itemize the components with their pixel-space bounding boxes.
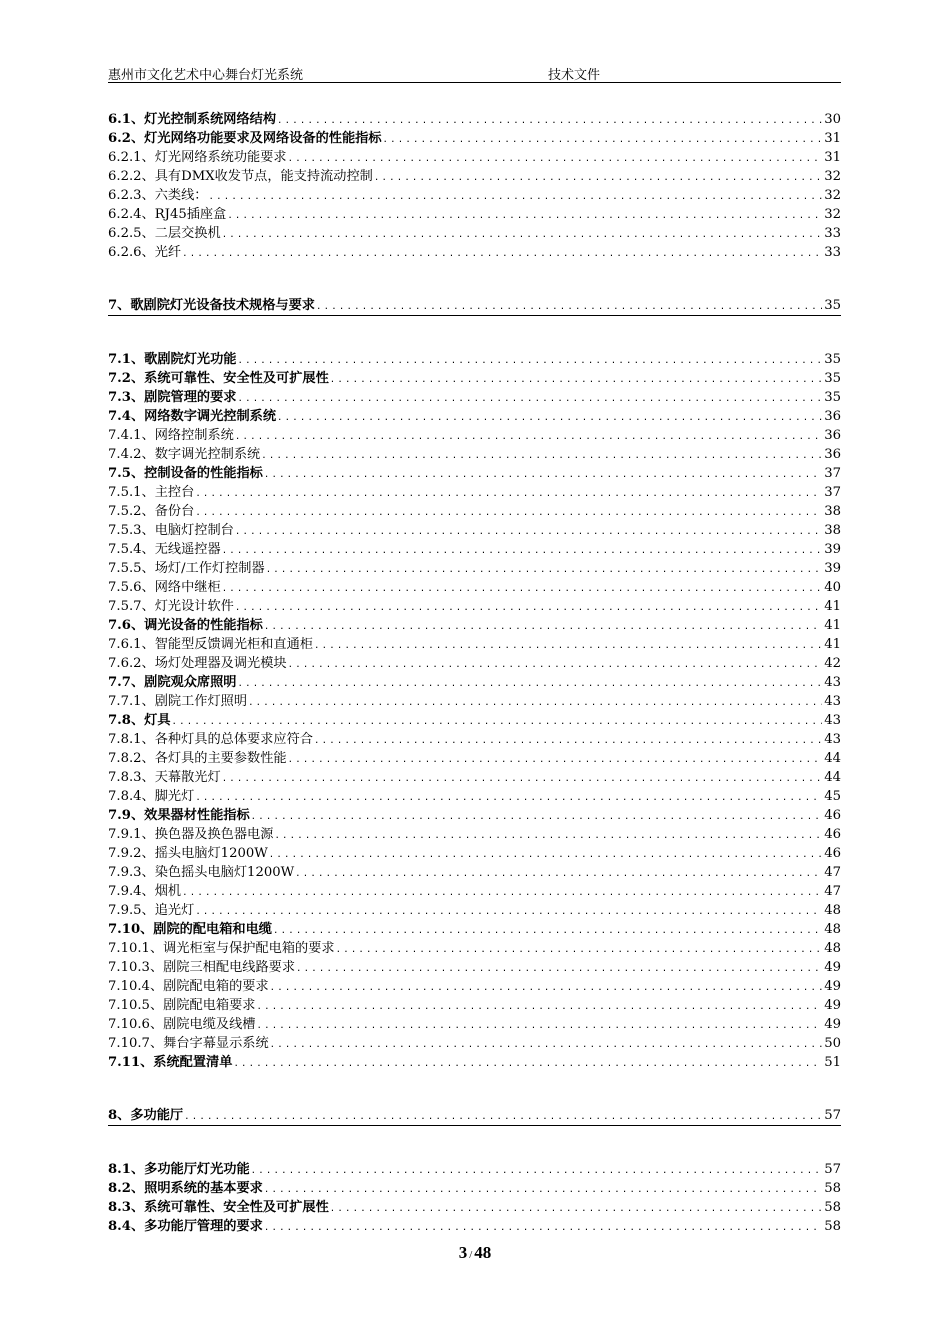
toc-entry[interactable]	[108, 1198, 841, 1217]
toc-entry-title: 7.9.5、追光灯	[108, 903, 195, 918]
toc-page-number: 58	[824, 1181, 841, 1196]
toc-entry[interactable]	[108, 205, 841, 224]
toc-entry[interactable]	[108, 1015, 841, 1034]
toc-entry-title: 6.1、灯光控制系统网络结构	[108, 112, 277, 127]
toc-entry[interactable]	[108, 445, 841, 464]
toc-page-number: 51	[824, 1055, 841, 1070]
toc-entry[interactable]	[108, 787, 841, 806]
toc-chapter-entry[interactable]	[108, 1106, 841, 1126]
toc-page-number: 36	[824, 428, 841, 443]
toc-entry[interactable]	[108, 635, 841, 654]
toc-page-number: 43	[824, 713, 841, 728]
toc-entry-title: 7.4.2、数字调光控制系统	[108, 447, 261, 462]
toc-dot-leader	[184, 1108, 822, 1126]
toc-entry-title: 7.9.1、换色器及换色器电源	[108, 827, 274, 842]
toc-entry-title: 7.9.4、烟机	[108, 884, 182, 899]
toc-entry-title: 6.2.1、灯光网络系统功能要求	[108, 150, 287, 165]
toc-page-number: 35	[824, 298, 841, 313]
toc-dot-leader	[182, 884, 822, 901]
toc-page-number: 35	[824, 390, 841, 405]
toc-entry-title: 7.10、剧院的配电箱和电缆	[108, 922, 272, 937]
toc-dot-leader	[251, 1162, 823, 1179]
toc-entry-title: 7.7.1、剧院工作灯照明	[108, 694, 248, 709]
toc-page-number: 31	[824, 131, 841, 146]
toc-dot-leader	[383, 131, 823, 148]
toc-entry[interactable]	[108, 148, 841, 167]
toc-dot-leader	[330, 1200, 822, 1217]
toc-page-number: 38	[824, 504, 841, 519]
toc-dot-leader	[288, 656, 823, 673]
toc-dot-leader	[374, 169, 822, 186]
toc-dot-leader	[295, 865, 822, 882]
toc-page-number: 44	[824, 770, 841, 785]
page-separator: /	[469, 1249, 473, 1261]
toc-entry[interactable]	[108, 863, 841, 882]
toc-entry[interactable]	[108, 597, 841, 616]
toc-entry[interactable]	[108, 806, 841, 825]
toc-entry-title: 7.10.3、剧院三相配电线路要求	[108, 960, 296, 975]
toc-entry[interactable]	[108, 977, 841, 996]
toc-chapter-entry[interactable]	[108, 296, 841, 316]
toc-entry-title: 7.10.1、调光柜室与保护配电箱的要求	[108, 941, 335, 956]
toc-page-number: 57	[824, 1108, 841, 1123]
toc-page-number: 30	[824, 112, 841, 127]
table-of-contents	[108, 110, 841, 1236]
toc-page-number: 49	[824, 1017, 841, 1032]
toc-page-number: 46	[824, 846, 841, 861]
toc-page-number: 32	[824, 207, 841, 222]
toc-entry[interactable]	[108, 540, 841, 559]
toc-dot-leader	[235, 428, 822, 445]
toc-page-number: 58	[824, 1200, 841, 1215]
toc-dot-leader	[261, 447, 822, 464]
toc-dot-leader	[235, 523, 822, 540]
toc-entry[interactable]	[108, 110, 841, 129]
toc-dot-leader	[237, 675, 822, 692]
toc-entry-title: 7.7、剧院观众席照明	[108, 675, 237, 690]
toc-entry-title: 7.5.7、灯光设计软件	[108, 599, 234, 614]
toc-page-number: 41	[824, 599, 841, 614]
toc-entry[interactable]	[108, 224, 841, 243]
toc-entry[interactable]	[108, 464, 841, 483]
toc-dot-leader	[264, 1219, 822, 1236]
toc-entry[interactable]	[108, 882, 841, 901]
toc-page-number: 49	[824, 998, 841, 1013]
toc-dot-leader	[233, 1055, 822, 1072]
toc-entry-title: 7.8.3、天幕散光灯	[108, 770, 221, 785]
toc-page-number: 48	[824, 941, 841, 956]
toc-entry-title: 7.8.1、各种灯具的总体要求应符合	[108, 732, 313, 747]
toc-dot-leader	[277, 409, 822, 426]
toc-page-number: 49	[824, 979, 841, 994]
toc-dot-leader	[235, 599, 822, 616]
toc-page-number: 39	[824, 561, 841, 576]
toc-entry[interactable]	[108, 844, 841, 863]
toc-entry[interactable]	[108, 502, 841, 521]
toc-entry[interactable]	[108, 920, 841, 939]
toc-entry-title: 8.1、多功能厅灯光功能	[108, 1162, 250, 1177]
toc-page-number: 33	[824, 226, 841, 241]
toc-page-number: 43	[824, 694, 841, 709]
toc-entry[interactable]	[108, 692, 841, 711]
toc-entry-title: 8.2、照明系统的基本要求	[108, 1181, 263, 1196]
toc-entry[interactable]	[108, 426, 841, 445]
toc-entry[interactable]	[108, 369, 841, 388]
toc-page-number: 33	[824, 245, 841, 260]
toc-entry-title: 7.2、系统可靠性、安全性及可扩展性	[108, 371, 329, 386]
toc-dot-leader	[330, 371, 822, 388]
toc-entry[interactable]	[108, 388, 841, 407]
header-document-type: 技术文件	[548, 68, 601, 83]
toc-entry-title: 7.11、系统配置清单	[108, 1055, 233, 1070]
toc-page-number: 48	[824, 922, 841, 937]
toc-entry[interactable]	[108, 730, 841, 749]
toc-entry[interactable]	[108, 901, 841, 920]
toc-dot-leader	[277, 112, 822, 129]
toc-page-number: 41	[824, 637, 841, 652]
toc-entry-title: 6.2.3、六类线：	[108, 188, 208, 203]
toc-entry[interactable]	[108, 578, 841, 597]
toc-entry-title: 6.2.5、二层交换机	[108, 226, 221, 241]
toc-entry[interactable]	[108, 825, 841, 844]
toc-dot-leader	[314, 732, 822, 749]
toc-entry-title: 7.6.2、场灯处理器及调光模块	[108, 656, 287, 671]
current-page: 3	[458, 1243, 468, 1262]
toc-entry[interactable]	[108, 407, 841, 426]
toc-entry[interactable]	[108, 939, 841, 958]
toc-entry-title: 7.6、调光设备的性能指标	[108, 618, 263, 633]
total-pages: 48	[474, 1243, 492, 1262]
toc-dot-leader	[296, 960, 822, 977]
toc-entry-title: 7.5.1、主控台	[108, 485, 195, 500]
toc-entry[interactable]	[108, 1179, 841, 1198]
toc-page-number: 37	[824, 466, 841, 481]
toc-page-number: 46	[824, 808, 841, 823]
page-header	[108, 62, 841, 83]
toc-page-number: 50	[824, 1036, 841, 1051]
toc-entry[interactable]	[108, 654, 841, 673]
toc-entry-title: 7.5.5、场灯/工作灯控制器	[108, 561, 265, 576]
toc-page-number: 32	[824, 188, 841, 203]
toc-page-number: 37	[824, 485, 841, 500]
toc-entry-title: 6.2.2、具有DMX收发节点，能支持流动控制	[108, 169, 373, 184]
toc-dot-leader	[209, 188, 823, 205]
toc-entry-title: 7.8、灯具	[108, 713, 171, 728]
toc-page-number: 38	[824, 523, 841, 538]
toc-dot-leader	[172, 713, 823, 730]
toc-entry-title: 7.9.3、染色摇头电脑灯1200W	[108, 865, 295, 880]
toc-dot-leader	[227, 207, 822, 224]
toc-dot-leader	[316, 298, 822, 316]
toc-page-number: 39	[824, 542, 841, 557]
toc-dot-leader	[269, 846, 822, 863]
toc-entry-title: 6.2.4、RJ45插座盒	[108, 207, 227, 222]
toc-entry-title: 7.5.4、无线遥控器	[108, 542, 221, 557]
toc-page-number: 42	[824, 656, 841, 671]
toc-entry-title: 7.10.4、剧院配电箱的要求	[108, 979, 269, 994]
toc-entry-title: 7.4.1、网络控制系统	[108, 428, 234, 443]
toc-entry-title: 7.9、效果器材性能指标	[108, 808, 250, 823]
toc-dot-leader	[314, 637, 822, 654]
toc-entry-title: 8.3、系统可靠性、安全性及可扩展性	[108, 1200, 329, 1215]
toc-page-number: 46	[824, 827, 841, 842]
toc-page-number: 43	[824, 675, 841, 690]
toc-page-number: 36	[824, 447, 841, 462]
toc-page-number: 47	[824, 865, 841, 880]
toc-dot-leader	[264, 466, 822, 483]
toc-entry-title: 7.8.4、脚光灯	[108, 789, 195, 804]
toc-page-number: 48	[824, 903, 841, 918]
toc-dot-leader	[270, 1036, 823, 1053]
toc-entry-title: 7.5、控制设备的性能指标	[108, 466, 263, 481]
toc-dot-leader	[182, 245, 822, 262]
toc-dot-leader	[336, 941, 823, 958]
toc-dot-leader	[251, 808, 823, 825]
toc-dot-leader	[222, 580, 823, 597]
toc-entry-title: 8、多功能厅	[108, 1108, 184, 1123]
toc-page-number: 32	[824, 169, 841, 184]
toc-page-number: 43	[824, 732, 841, 747]
toc-page-number: 31	[824, 150, 841, 165]
toc-dot-leader	[264, 618, 822, 635]
toc-entry[interactable]	[108, 243, 841, 262]
toc-dot-leader	[288, 150, 823, 167]
toc-entry[interactable]	[108, 673, 841, 692]
toc-dot-leader	[264, 1181, 822, 1198]
toc-dot-leader	[222, 542, 823, 559]
toc-page-number: 45	[824, 789, 841, 804]
toc-dot-leader	[266, 561, 823, 578]
toc-entry[interactable]	[108, 129, 841, 148]
toc-dot-leader	[222, 226, 823, 243]
toc-entry[interactable]	[108, 711, 841, 730]
toc-dot-leader	[256, 998, 822, 1015]
toc-dot-leader	[248, 694, 822, 711]
toc-dot-leader	[256, 1017, 822, 1034]
toc-dot-leader	[222, 770, 823, 787]
toc-entry-title: 7.8.2、各灯具的主要参数性能	[108, 751, 287, 766]
toc-entry[interactable]	[108, 1053, 841, 1072]
toc-entry[interactable]	[108, 996, 841, 1015]
toc-entry-title: 7.5.2、备份台	[108, 504, 195, 519]
toc-entry-title: 8.4、多功能厅管理的要求	[108, 1219, 263, 1234]
toc-entry[interactable]	[108, 749, 841, 768]
toc-entry-title: 7.9.2、摇头电脑灯1200W	[108, 846, 268, 861]
toc-page-number: 47	[824, 884, 841, 899]
toc-page-number: 40	[824, 580, 841, 595]
toc-dot-leader	[195, 485, 822, 502]
toc-dot-leader	[195, 504, 822, 521]
toc-entry-title: 7.10.7、舞台字幕显示系统	[108, 1036, 269, 1051]
toc-dot-leader	[270, 979, 823, 996]
toc-entry-title: 7.10.5、剧院配电箱要求	[108, 998, 256, 1013]
toc-page-number: 57	[824, 1162, 841, 1177]
toc-dot-leader	[195, 903, 822, 920]
toc-page-number: 44	[824, 751, 841, 766]
toc-dot-leader	[273, 922, 822, 939]
toc-entry-title: 7.4、网络数字调光控制系统	[108, 409, 277, 424]
toc-entry[interactable]	[108, 483, 841, 502]
toc-page-number: 36	[824, 409, 841, 424]
toc-entry[interactable]	[108, 186, 841, 205]
toc-entry[interactable]	[108, 768, 841, 787]
toc-dot-leader	[237, 390, 822, 407]
toc-page-number: 58	[824, 1219, 841, 1234]
toc-page-number: 35	[824, 352, 841, 367]
toc-entry-title: 7.5.6、网络中继柜	[108, 580, 221, 595]
toc-entry[interactable]	[108, 1034, 841, 1053]
toc-entry[interactable]	[108, 350, 841, 369]
toc-dot-leader	[274, 827, 822, 844]
toc-dot-leader	[195, 789, 822, 806]
toc-entry[interactable]	[108, 616, 841, 635]
toc-page-number: 35	[824, 371, 841, 386]
toc-entry-title: 7.1、歌剧院灯光功能	[108, 352, 237, 367]
toc-page-number: 49	[824, 960, 841, 975]
toc-entry[interactable]	[108, 167, 841, 186]
toc-entry[interactable]	[108, 1217, 841, 1236]
toc-entry[interactable]	[108, 559, 841, 578]
page-number	[0, 1243, 950, 1263]
toc-dot-leader	[288, 751, 823, 768]
toc-entry[interactable]	[108, 1160, 841, 1179]
toc-entry-title: 7.10.6、剧院电缆及线槽	[108, 1017, 256, 1032]
toc-entry-title: 7、歌剧院灯光设备技术规格与要求	[108, 298, 315, 313]
toc-entry-title: 7.6.1、智能型反馈调光柜和直通柜	[108, 637, 313, 652]
header-document-title: 惠州市文化艺术中心舞台灯光系统	[108, 68, 304, 83]
toc-page-number: 41	[824, 618, 841, 633]
toc-entry[interactable]	[108, 521, 841, 540]
toc-entry-title: 6.2.6、光纤	[108, 245, 182, 260]
toc-dot-leader	[237, 352, 822, 369]
toc-entry[interactable]	[108, 958, 841, 977]
toc-entry-title: 7.3、剧院管理的要求	[108, 390, 237, 405]
toc-entry-title: 6.2、灯光网络功能要求及网络设备的性能指标	[108, 131, 382, 146]
toc-entry-title: 7.5.3、电脑灯控制台	[108, 523, 234, 538]
